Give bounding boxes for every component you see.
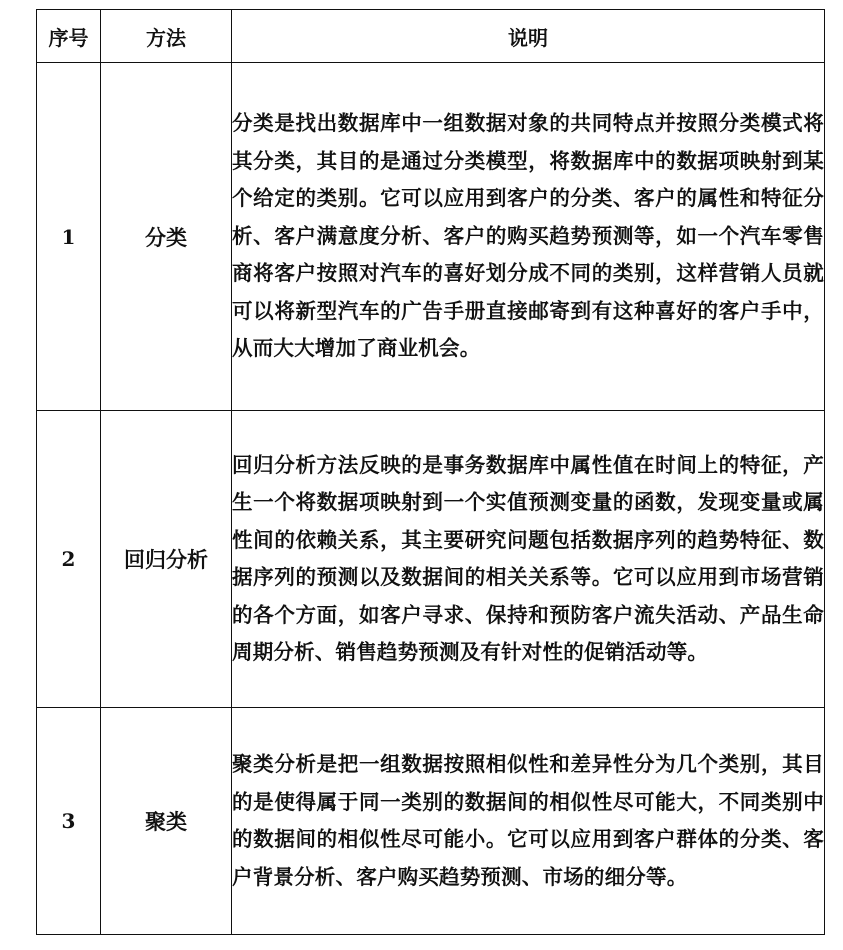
header-description: 说明: [232, 10, 825, 63]
row-description-cell: [232, 708, 825, 935]
row-description: 聚类分析是把一组数据按照相似性和差异性分为几个类别，其目的是使得属于同一类别的数据间的相似性尽可能大，不同类别中的数据间的相似性尽可能小。它可以应用到客户群体的分类、客户背景分析、客户购买趋势预测、市场的细分等。: [232, 752, 824, 889]
row-method: 分类: [101, 63, 232, 411]
row-method: 聚类: [101, 708, 232, 935]
row-description: 分类是找出数据库中一组数据对象的共同特点并按照分类模式将其分类，其目的是通过分类模型，将数据库中的数据项映射到某个给定的类别。它可以应用到客户的分类、客户的属性和特征分析、客户满意度分析、客户的购买趋势预测等，如一个汽车零售商将客户按照对汽车的喜好划分成不同的类别，这样营销人员就可以将新型汽车的广告手册直接邮寄到有这种喜好的客户手中，从而大大增加了商业机会。: [232, 111, 824, 361]
row-index: 1: [37, 63, 101, 411]
row-description-cell: [232, 63, 825, 411]
header-method: 方法: [101, 10, 232, 63]
row-description-cell: [232, 411, 825, 708]
row-method: 回归分析: [101, 411, 232, 708]
row-description: 回归分析方法反映的是事务数据库中属性值在时间上的特征，产生一个将数据项映射到一个实值预测变量的函数，发现变量或属性间的依赖关系，其主要研究问题包括数据序列的趋势特征、数据序列的预测以及数据间的相关关系等。它可以应用到市场营销的各个方面，如客户寻求、保持和预防客户流失活动、产品生命周期分析、销售趋势预测及有针对性的促销活动等。: [232, 452, 824, 664]
table-header-row: [37, 10, 825, 63]
data-mining-methods-table: [36, 9, 825, 935]
table-row: [37, 708, 825, 935]
table-row: [37, 63, 825, 411]
row-index: 3: [37, 708, 101, 935]
table-row: [37, 411, 825, 708]
row-index: 2: [37, 411, 101, 708]
header-index: 序号: [37, 10, 101, 63]
